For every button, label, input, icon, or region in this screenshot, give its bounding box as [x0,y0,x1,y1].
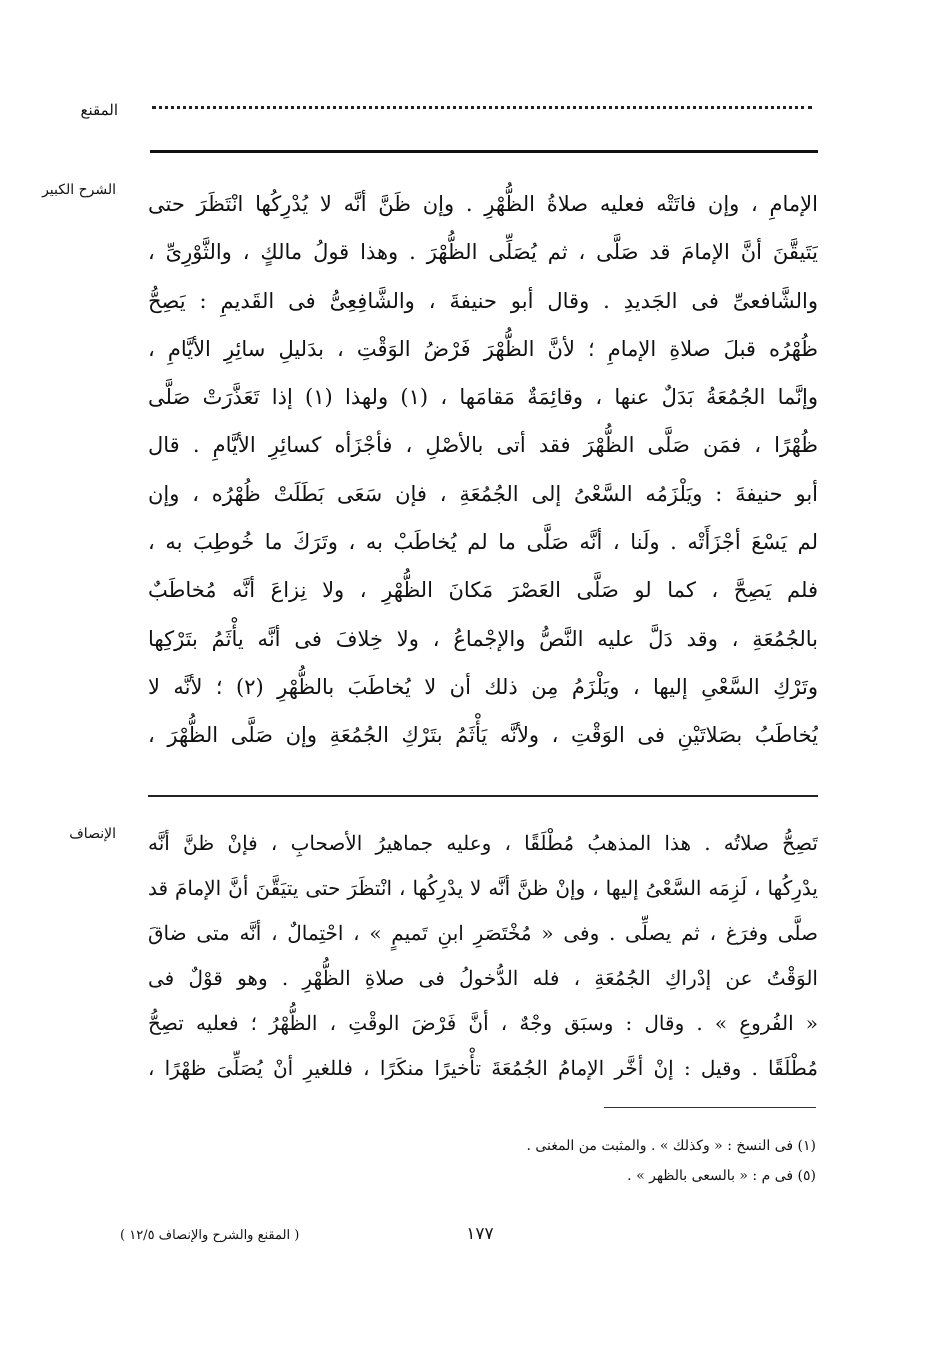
insaf-line: مُطْلَقًا . وقيل : إنْ أخَّر الإمامُ الجُمُعَةَ تأْخيرًا منكَرًا ، فللغيرِ أنْ يُصَلِّىَ ظهْرًا ، [148,1056,818,1080]
header-rule [150,150,818,153]
insaf-line: تَصِحُّ صلاتُه . هذا المذهبُ مُطْلَقًا ، وعليه جماهيرُ الأصحابِ ، فإنْ ظنَّ أنَّه [148,831,818,855]
footnote: (١) فى النسخ : « وكذلك » . والمثبت من المغنى . [526,1138,816,1154]
footnotes [526,1131,816,1191]
insaf-line: صلَّى وفرَغ ، ثم يصلِّى . وفى « مُخْتَصَرِ ابنِ تَميمٍ » ، احْتِمالٌ ، أنَّه متى ضاقَ [148,921,818,945]
insaf-line: يدْرِكُها ، لَزِمَه السَّعْىُ إليها ، وإنْ ظنَّ أنَّه لا يدْرِكُها ، انْتظَرَ حتى يتيَقَّنَ أنَّ الإمامَ قد [148,876,818,900]
sharh-line: يَتَيقَّنَ أنَّ الإمامَ قد صَلَّى ، ثم يُصَلِّى الظُّهْرَ . وهذا قولُ مالكٍ ، والثَّوْرِىِّ ، [148,240,818,265]
page-number: ١٧٧ [466,1224,494,1244]
sharh-line: وتَرْكِ السَّعْىِ إليها ، ويَلْزَمُ مِن ذلك أن لا يُخاطَبَ بالظُّهْرِ (٢) ؛ لأنَّه لا [148,674,818,699]
sharh-line: فلم يَصِحَّ ، كما لو صَلَّى العَصْرَ مَكانَ الظُّهْرِ ، ولا نِزاعَ أنَّه مُخاطَبٌ [148,578,818,603]
sharh-line: الإمامِ ، وإن فاتَتْه فعليه صلاةُ الظُّهْرِ . وإن ظَنَّ أنَّه لا يُدْرِكُها انْتَظَرَ حتى [148,192,818,216]
footnote-rule [604,1107,816,1108]
sharh-line: ظُهْرًا ، فمَن صَلَّى الظُّهْرَ فقد أتى بالأصْلِ ، فأجْزَأه كسائِرِ الأيَّامِ . قال [148,433,818,458]
insaf-line: الوَقْتُ عن إدْراكِ الجُمُعَةِ ، فله الدُّخولُ فى صلاةِ الظُّهْرِ . وهو قوْلٌ فى [148,966,818,990]
insaf-text-block [148,821,818,1091]
sharh-line: يُخاطَبُ بصَلاتَيْنِ فى الوَقْتِ ، ولأنَّه يَأْثَمُ بتَرْكِ الجُمُعَةِ وإن صَلَّى الظُّهْرَ ، [148,723,818,748]
sharh-line: لم يَسْعَ أجْزَأَتْه . ولَنا ، أنَّه صَلَّى ما لم يُخاطَبْ به ، وتَرَكَ ما خُوطِبَ به ، [148,530,818,555]
sharh-line: والشَّافعىِّ فى الجَديدِ . وقال أبو حنيفةَ ، والشَّافِعِىُّ فى القَديمِ : يَصِحُّ [148,288,818,313]
insaf-line: « الفُروعِ » . وقال : وسبَق وجْهٌ ، أنَّ فَرْضَ الوقْتِ ، الظُّهْرُ ؛ فعليه تصِحُّ [148,1011,818,1035]
side-label-insaf: الإنصاف [69,826,116,842]
sharh-line: وإنَّما الجُمُعَةُ بَدَلٌ عنها ، وقائِمَةٌ مَقامَها ، (١) ولهذا (١) إذا تَعَذَّرَتْ صَلَّى [148,385,818,410]
running-header-title: المقنع [80,101,118,119]
footnote: (٥) فى م : « بالسعى بالظهر » . [627,1168,816,1184]
sharh-text-block [148,180,818,760]
sharh-line: ظُهْرُه قبلَ صلاةِ الإمامِ ؛ لأنَّ الظُّهْرَ فَرْضُ الوَقْتِ ، بدَليلِ سائِرِ الأيَّامِ ، [148,336,818,361]
sharh-line: بالجُمُعَةِ ، وقد دَلَّ عليه النَّصُّ والإجْماعُ ، ولا خِلافَ فى أنَّه يأْثَمُ بتَرْكِها [148,626,818,651]
side-label-sharh: الشرح الكبير [42,182,116,198]
section-divider [148,795,818,797]
header-dotted-line [152,106,812,109]
sharh-line: أبو حنيفةَ : ويَلْزَمُه السَّعْىُ إلى الجُمُعَةِ ، فإن سَعَى بَطَلَتْ ظُهْرُه ، وإن [148,481,818,506]
volume-info: ( المقنع والشرح والإنصاف ١٢/٥ ) [120,1228,300,1243]
